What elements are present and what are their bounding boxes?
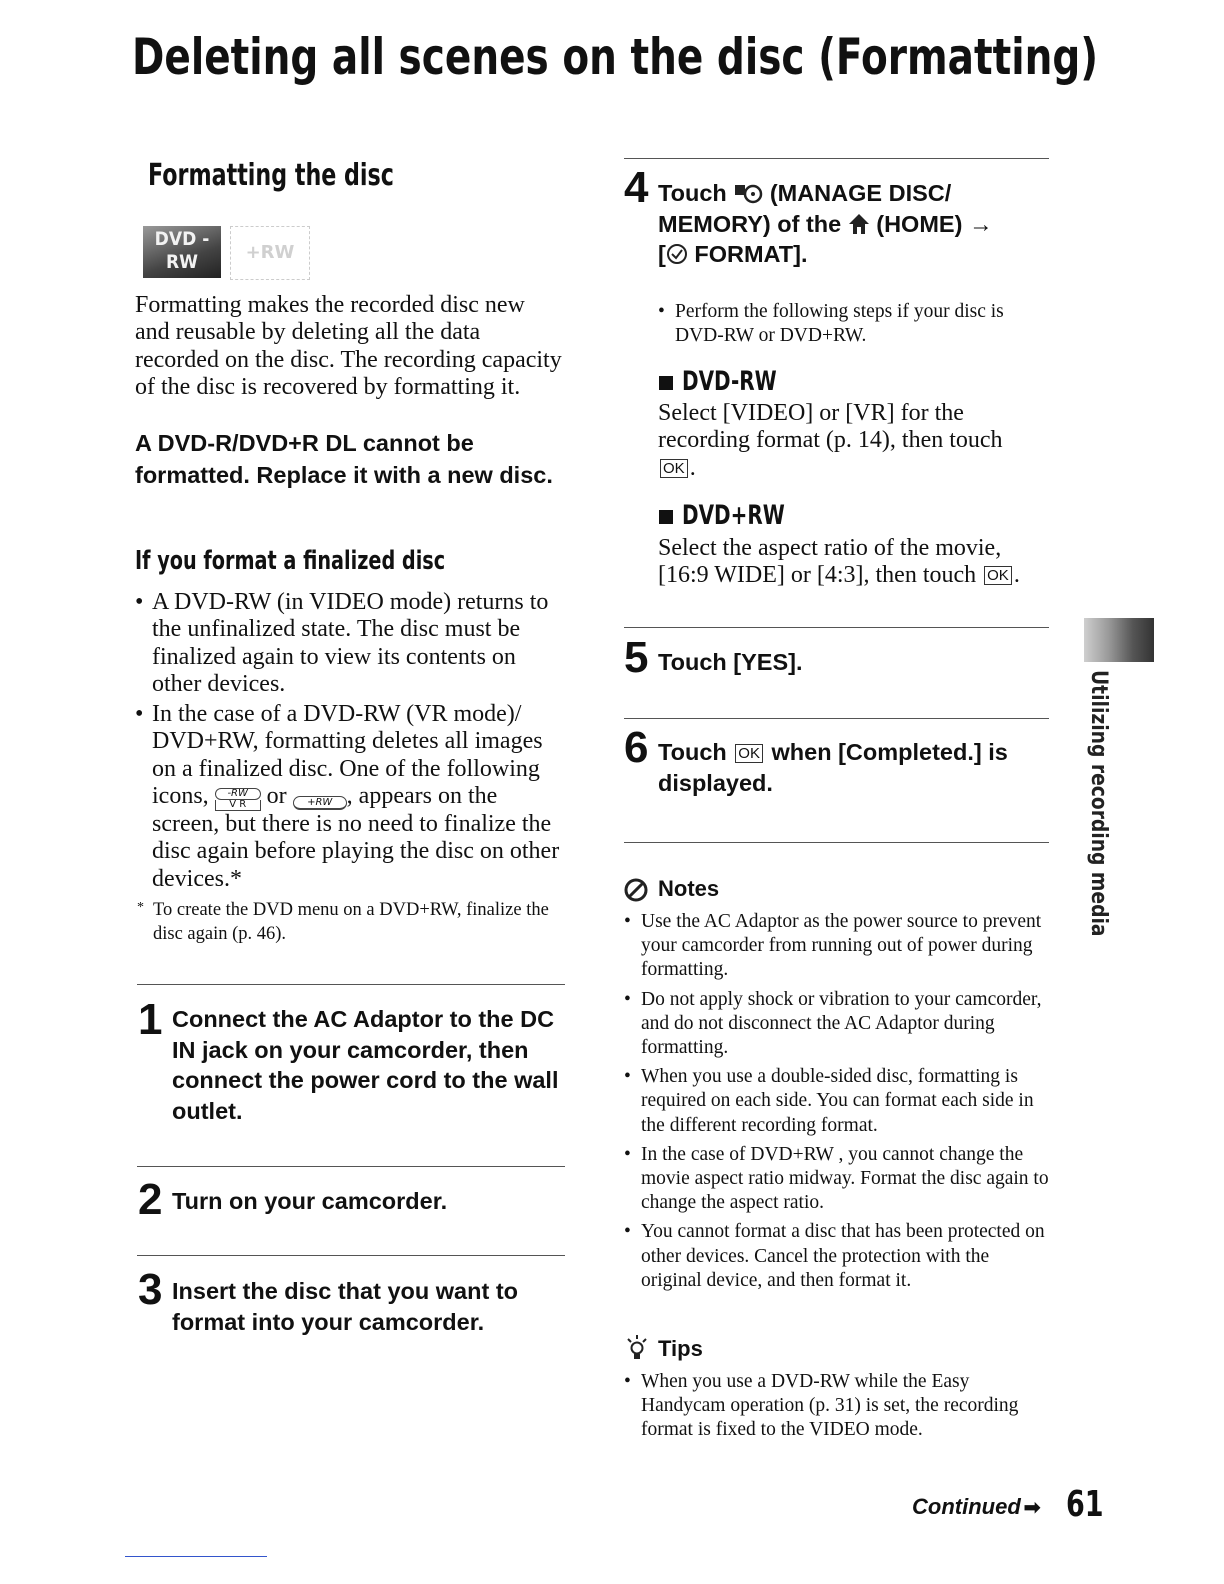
notes-heading: Notes	[658, 876, 720, 901]
dvd-rw-text-end: .	[689, 454, 696, 481]
page-title: Deleting all scenes on the disc (Formatting)	[132, 28, 1099, 86]
list-item	[624, 988, 1052, 1061]
bullet-text: or	[266, 783, 287, 810]
divider	[137, 984, 565, 985]
step4-note	[658, 300, 1043, 348]
divider	[137, 1166, 565, 1167]
footer-rule	[125, 1556, 267, 1557]
list-item	[135, 701, 565, 893]
note-text: You cannot format a disc that has been protected on other devices. Cancel the protection with the original device, and then format it.	[641, 1221, 1045, 1291]
plus-rw-icon: +RW	[293, 796, 347, 810]
step5-text: Touch [YES].	[658, 649, 803, 675]
list-item	[658, 300, 1043, 348]
list-item	[624, 1220, 1052, 1293]
ok-icon: OK	[660, 459, 688, 478]
step4-manage: (MANAGE DISC/ MEMORY) of the	[658, 180, 952, 237]
continued-arrow-icon: ➡	[1023, 1497, 1041, 1519]
ok-icon: OK	[735, 744, 763, 763]
section-title: Formatting the disc	[148, 158, 394, 193]
dvd-rw-text-body: Select [VIDEO] or [VR] for the recording format (p. 14), then touch	[658, 400, 1003, 454]
step4-touch: Touch	[658, 180, 727, 206]
step-number: 6	[624, 723, 649, 772]
ok-icon: OK	[984, 566, 1012, 585]
notes-icon	[624, 878, 648, 902]
dvd-rw-badge-label: DVD -RW	[154, 228, 210, 273]
step6-completed: when [Completed.] is displayed.	[658, 739, 1008, 796]
bullet-text: A DVD-RW (in VIDEO mode) returns to the unfinalized state. The disc must be finalized again to view its contents on other devices.	[152, 589, 549, 697]
notes-list	[624, 910, 1052, 1298]
tips-list	[624, 1370, 1052, 1448]
list-item	[624, 1065, 1052, 1138]
step4-bracket: [	[658, 241, 666, 267]
finalized-list	[135, 589, 565, 893]
step4-text	[658, 178, 1048, 270]
manage-disc-icon	[733, 182, 763, 204]
plus-rw-badge: +RW	[230, 226, 310, 280]
step-number: 5	[624, 633, 649, 682]
divider	[624, 158, 1049, 159]
side-tab-marker	[1084, 618, 1154, 662]
rw-vr-icon-top: -RW	[215, 788, 261, 800]
list-item	[624, 1143, 1052, 1216]
step-number: 2	[138, 1175, 163, 1224]
dvd-rw-badge	[143, 226, 221, 278]
dvd-plus-rw-text-end: .	[1013, 562, 1020, 589]
step4-home: (HOME) →	[876, 210, 993, 237]
divider	[624, 627, 1049, 628]
divider	[624, 718, 1049, 719]
step-number: 1	[138, 995, 163, 1044]
side-tab-label: Utilizing recording media	[1086, 670, 1111, 937]
dvd-rw-text	[658, 400, 1038, 482]
footnote-text: To create the DVD menu on a DVD+RW, finalize the disc again (p. 46).	[153, 900, 549, 944]
note-text: When you use a double-sided disc, formatting is required on each side. You can format each side in the different recording format.	[641, 1066, 1034, 1136]
tip-text: When you use a DVD-RW while the Easy Handycam operation (p. 31) is set, the recording format is fixed to the VIDEO mode.	[641, 1371, 1019, 1441]
divider	[137, 1255, 565, 1256]
step6-touch: Touch	[658, 739, 727, 765]
step-text: Connect the AC Adaptor to the DC IN jack on your camcorder, then connect the power cord to the wall outlet.	[172, 1006, 559, 1124]
list-item	[135, 589, 565, 698]
note-text: In the case of DVD+RW , you cannot change the movie aspect ratio midway. Format the disc again to change the aspect ratio.	[641, 1143, 1049, 1214]
bullet-text: Perform the following steps if your disc is DVD-RW or DVD+RW.	[675, 301, 1004, 346]
note-text: Do not apply shock or vibration to your camcorder, and do not disconnect the AC Adaptor during formatting.	[641, 988, 1042, 1059]
step4-format: FORMAT].	[694, 241, 808, 267]
note-text: Use the AC Adaptor as the power source to prevent your camcorder from running out of power during formatting.	[641, 911, 1042, 981]
step-text: Insert the disc that you want to format into your camcorder.	[172, 1278, 519, 1335]
finalized-heading: If you format a finalized disc	[135, 546, 446, 576]
divider	[624, 842, 1049, 843]
list-item	[624, 1370, 1052, 1443]
step6-text	[658, 737, 1048, 798]
format-icon	[666, 243, 688, 265]
footnote-mark: *	[137, 900, 144, 915]
rw-vr-icon-bottom: V R	[215, 800, 261, 811]
step-number: 4	[624, 163, 649, 212]
step-number: 3	[138, 1265, 163, 1314]
page-number: 61	[1066, 1484, 1104, 1525]
dvd-rw-heading: DVD-RW	[682, 366, 777, 397]
tips-heading: Tips	[658, 1336, 703, 1361]
dvd-plus-rw-heading: DVD+RW	[682, 500, 785, 531]
intro-paragraph: Formatting makes the recorded disc new and reusable by deleting all the data recorded on the disc. The recording capacity of the disc is recovered by formatting it.	[135, 292, 562, 400]
step-text: Turn on your camcorder.	[172, 1188, 448, 1214]
square-bullet-icon	[659, 510, 673, 524]
home-icon	[848, 212, 870, 236]
list-item	[624, 910, 1052, 983]
dvd-plus-rw-text-body: Select the aspect ratio of the movie, [16:9 WIDE] or [4:3], then touch	[658, 535, 1002, 589]
continued-text: Continued	[912, 1494, 1021, 1519]
rw-vr-icon	[215, 788, 261, 811]
dvd-plus-rw-text	[658, 535, 1048, 590]
continued-label	[912, 1494, 1041, 1520]
tips-lightbulb-icon	[626, 1334, 648, 1362]
footnote	[137, 898, 557, 946]
square-bullet-icon	[659, 376, 673, 390]
warning-text: A DVD-R/DVD+R DL cannot be formatted. Replace it with a new disc.	[135, 430, 553, 488]
bullet-text: In the case of a DVD-RW (VR mode)/ DVD+RW, formatting deletes all images on a finalized disc. One of the following icons,	[152, 701, 543, 810]
bullet-text: , appears on the screen, but there is no need to finalize the disc again before playing the disc on other devices.*	[152, 783, 560, 892]
